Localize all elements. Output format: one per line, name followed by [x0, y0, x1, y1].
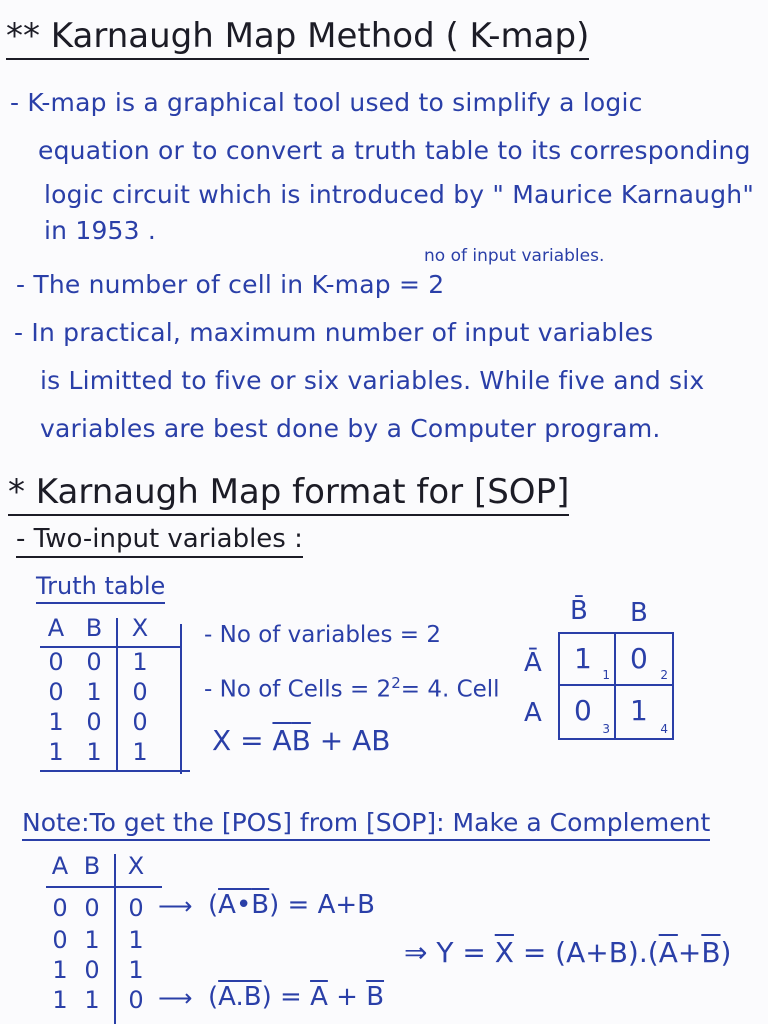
kmap-cell — [560, 634, 616, 686]
tt2-cell: 0 — [128, 986, 144, 1014]
tt2-cell: 0 — [52, 926, 68, 954]
num-cells-prefix: - No of Cells = 2 — [204, 676, 392, 703]
row1-arrow-icon: ⟶ — [158, 892, 193, 920]
tt2-cell: 1 — [128, 956, 144, 984]
kmap-col-header-b: B — [630, 598, 648, 628]
kmap-row-header-a: A — [524, 698, 542, 728]
row1-expr-b: B — [251, 890, 270, 920]
kmap-cell-index: 4 — [660, 722, 668, 736]
kmap-cell-index: 1 — [602, 668, 610, 682]
pos-result-prefix: ⇒ Y = — [404, 936, 495, 969]
two-input-heading-text: - Two-input variables : — [16, 524, 303, 558]
tt-cell: 1 — [132, 738, 148, 766]
tt2-cell: 1 — [52, 986, 68, 1014]
kmap-grid — [558, 632, 674, 740]
row4-expr-a: $\overline{A}$ — [310, 982, 328, 1012]
tt2-cell: 1 — [84, 926, 100, 954]
sop-expression-lhs: X = — [212, 724, 273, 757]
row4-expr-close: ) = — [261, 982, 311, 1012]
pos-result-plus: + — [677, 936, 702, 969]
truth-table — [40, 614, 190, 774]
tt-bottom-rule — [40, 770, 190, 772]
tt2-header-x: X — [127, 852, 145, 880]
tt-cell: 1 — [86, 678, 102, 706]
pos-note-text: To get the [POS] from [SOP]: Make a Complement — [90, 808, 711, 841]
pos-result — [404, 936, 731, 969]
practical-line-2: is Limitted to five or six variables. While five and six — [40, 366, 705, 395]
num-variables-note: - No of variables = 2 — [204, 622, 441, 648]
tt-cell: 0 — [132, 678, 148, 706]
intro-line-1: - K-map is a graphical tool used to simplify a logic — [10, 88, 643, 117]
tt2-column-rule — [114, 854, 116, 1024]
intro-line-2: equation or to convert a truth table to its corresponding — [38, 136, 751, 165]
section-title-sop — [8, 472, 569, 512]
row4-arrow-icon: ⟶ — [158, 984, 193, 1012]
row1-expr-close: ) = A+B — [269, 890, 376, 920]
num-cells-note — [204, 674, 500, 703]
tt-column-rule — [116, 618, 118, 770]
row4-expr-plus: + — [327, 982, 367, 1012]
intro-line-3: logic circuit which is introduced by " Maurice Karnaugh" — [44, 180, 755, 209]
row4-expression — [208, 982, 384, 1012]
row1-expr-a: A — [218, 890, 236, 920]
row1-expr-dot: • — [235, 890, 252, 920]
kmap-cell-value: 0 — [630, 642, 648, 675]
tt-cell: 1 — [132, 648, 148, 676]
pos-result-abar: $\overline{A}$ — [658, 936, 678, 969]
pos-note — [22, 808, 710, 837]
pos-note-label: Note: — [22, 808, 90, 841]
tt-cell: 1 — [86, 738, 102, 766]
intro-line-4: in 1953 . — [44, 216, 157, 245]
tt2-cell: 1 — [52, 956, 68, 984]
truth-table-label — [36, 572, 165, 600]
section-title-sop-text: * Karnaugh Map format for [SOP] — [8, 472, 569, 516]
two-input-heading — [16, 524, 303, 554]
tt-cell: 0 — [86, 648, 102, 676]
kmap-cell-value: 0 — [574, 694, 592, 727]
tt-cell: 0 — [86, 708, 102, 736]
kmap-cell — [616, 686, 672, 738]
page-title — [6, 16, 589, 56]
truth-table-complement — [46, 852, 166, 1024]
practical-line-1: - In practical, maximum number of input variables — [14, 318, 654, 347]
truth-table-label-text: Truth table — [36, 572, 165, 604]
row1-expr-complement — [218, 890, 269, 920]
pos-result-close: ) — [720, 936, 732, 969]
tt2-cell: 1 — [128, 926, 144, 954]
tt2-header-a: A — [51, 852, 69, 880]
row4-expr-inner: A.B — [218, 982, 262, 1012]
pos-result-mid: = (A+B).( — [513, 936, 659, 969]
num-cells-suffix: = 4. Cell — [400, 676, 500, 703]
kmap-cell-value: 1 — [574, 642, 592, 675]
tt-header-b: B — [85, 614, 103, 642]
tt-cell: 1 — [48, 738, 64, 766]
kmap-cell-index: 3 — [602, 722, 610, 736]
tt2-cell: 0 — [84, 894, 100, 922]
row1-expr-open: ( — [208, 890, 219, 920]
pos-result-bbar: $\overline{B}$ — [701, 936, 721, 969]
page-title-text: ** Karnaugh Map Method ( K-map) — [6, 16, 589, 60]
tt-header-a: A — [47, 614, 65, 642]
tt-cell: 0 — [132, 708, 148, 736]
cells-formula-exponent: no of input variables. — [424, 246, 605, 266]
sop-expression-abar: $\overline{A}$ — [272, 724, 292, 757]
tt2-cell: 1 — [84, 986, 100, 1014]
kmap-cell-index: 2 — [660, 668, 668, 682]
row1-expression — [208, 890, 375, 920]
practical-line-3: variables are best done by a Computer program. — [40, 414, 661, 443]
cells-formula-text: - The number of cell in K-map = 2 — [16, 270, 445, 299]
tt-cell: 0 — [48, 648, 64, 676]
kmap-cell — [560, 686, 616, 738]
kmap-col-header-bbar: B̄ — [570, 596, 588, 626]
row4-expr-b: $\overline{B}$ — [366, 982, 385, 1012]
row4-expr-open: ( — [208, 982, 219, 1012]
kmap-cell — [616, 634, 672, 686]
kmap-cell-value: 1 — [630, 694, 648, 727]
tt2-cell: 0 — [84, 956, 100, 984]
sop-expression-bbar: $\overline{B}$ — [291, 724, 311, 757]
cells-formula — [16, 270, 444, 299]
tt-right-rule — [180, 624, 182, 774]
tt2-header-b: B — [83, 852, 101, 880]
tt2-header-rule — [46, 886, 162, 888]
num-cells-exponent: 2 — [391, 674, 401, 692]
kmap-row-header-abar: Ā — [524, 648, 542, 678]
tt2-cell: 0 — [52, 894, 68, 922]
tt-cell: 1 — [48, 708, 64, 736]
tt-cell: 0 — [48, 678, 64, 706]
tt-header-x: X — [131, 614, 149, 642]
sop-expression-rhs: + AB — [310, 724, 391, 757]
tt2-cell: 0 — [128, 894, 144, 922]
pos-result-xbar: $\overline{X}$ — [494, 936, 514, 969]
sop-expression — [212, 724, 390, 757]
